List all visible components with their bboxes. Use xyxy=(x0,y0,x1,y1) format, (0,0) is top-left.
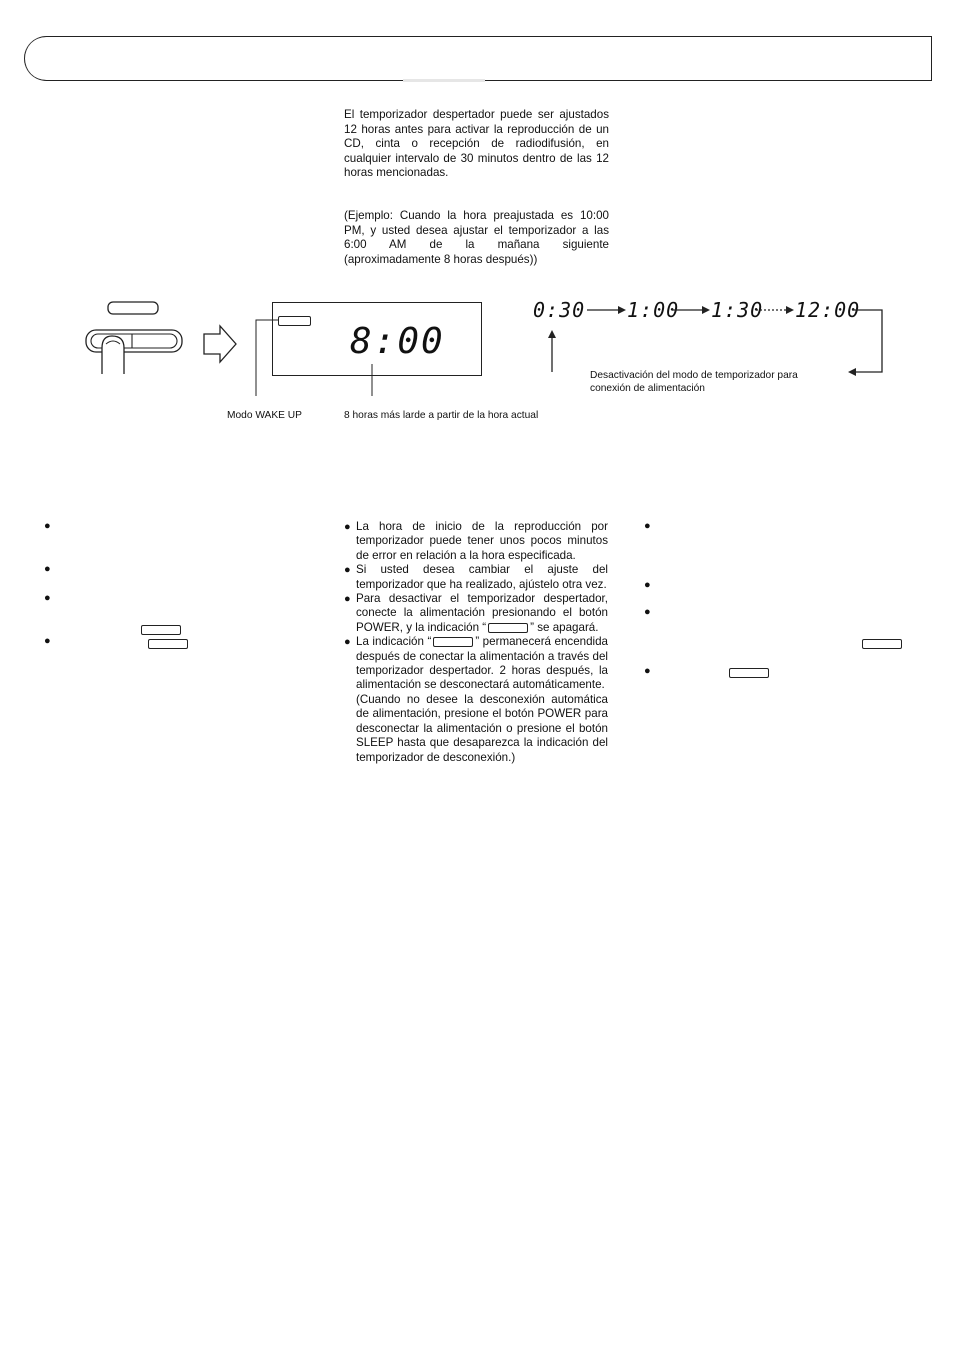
header-bar xyxy=(24,36,932,81)
example-text xyxy=(344,209,609,267)
timer-button-illustration xyxy=(84,296,244,382)
sequence-step-3: 1:30 xyxy=(711,298,764,322)
sequence-arrows xyxy=(540,296,890,378)
sequence-step-4: 12:00 xyxy=(795,298,861,322)
intro-paragraph: El temporizador despertador puede ser ajustados 12 horas antes para activar la reproducción de un CD, cinta o recepción de radiodifusión, en cualquier intervalo de 30 minutos dentro de las 12 horas mencionadas. xyxy=(344,108,609,180)
right-bullet-1: ● xyxy=(644,520,651,532)
right-bullet-2: ● xyxy=(644,579,651,591)
note-3-bullet: ● xyxy=(344,593,351,606)
note-4 xyxy=(344,635,608,765)
note-3-text-a: Para desactivar el temporizador despertador, conecte la alimentación presionando el botón POWER, y la indicación “ xyxy=(356,592,608,634)
note-4-bullet: ● xyxy=(344,636,351,649)
right-bullet-3: ● xyxy=(644,606,651,618)
sequence-label: Desactivación del modo de temporizador para conexión de alimentación xyxy=(590,370,798,394)
note-1-bullet: ● xyxy=(344,521,351,533)
leader-lines xyxy=(250,318,390,398)
note-2-text: Si usted desea cambiar el ajuste del temporizador que ha realizado, ajústelo otra vez. xyxy=(356,563,608,591)
wake-up-mode-label: Modo WAKE UP xyxy=(227,410,302,421)
left-badge-1 xyxy=(141,625,181,635)
note-2 xyxy=(344,563,608,592)
note-4-text-a: La indicación “ xyxy=(356,635,432,649)
header-bar-notch xyxy=(403,79,485,82)
left-bullet-3: ● xyxy=(44,592,51,604)
note-1 xyxy=(344,520,608,563)
note-4-text-b: ” permanecerá encendida después de conectar la alimentación a través del temporizador despertador. 2 horas después, la alimentación se desconectará automáticamente. xyxy=(356,635,609,692)
right-badge-2 xyxy=(729,668,769,678)
note-4-text-c: (Cuando no desee la desconexión automática de alimentación, presione el botón POWER para desconectar la alimentación o presione el botón SLEEP hasta que desaparezca la indicación del temporizador de desconexión.) xyxy=(356,692,608,764)
sequence-step-2: 1:00 xyxy=(627,298,680,322)
note-3 xyxy=(344,592,608,635)
hours-later-label: 8 horas más larde a partir de la hora actual xyxy=(344,410,539,421)
example-paragraph: (Ejemplo: Cuando la hora preajustada es 10:00 PM, y usted desea ajustar el temporizador a las 6:00 AM de la mañana siguiente (aproximadamente 8 horas después)) xyxy=(344,209,609,266)
left-bullet-2: ● xyxy=(44,563,51,575)
left-bullet-1: ● xyxy=(44,520,51,532)
left-bullet-4: ● xyxy=(44,635,51,647)
right-badge-1 xyxy=(862,639,902,649)
intro-text xyxy=(344,108,609,181)
note-3-text-b: ” se apagará. xyxy=(530,620,599,634)
note-1-text: La hora de inicio de la reproducción por temporizador puede tener unos pocos minutos de error en relación a la hora especificada. xyxy=(356,520,608,562)
wake-up-indicator-inline-2 xyxy=(433,637,473,647)
note-2-bullet: ● xyxy=(344,564,351,577)
sequence-step-1: 0:30 xyxy=(533,298,586,322)
left-badge-2 xyxy=(148,639,188,649)
wake-up-indicator-inline xyxy=(488,623,528,633)
middle-notes xyxy=(344,520,608,765)
right-bullet-4: ● xyxy=(644,665,651,677)
display-time: 8:00 xyxy=(350,321,445,362)
